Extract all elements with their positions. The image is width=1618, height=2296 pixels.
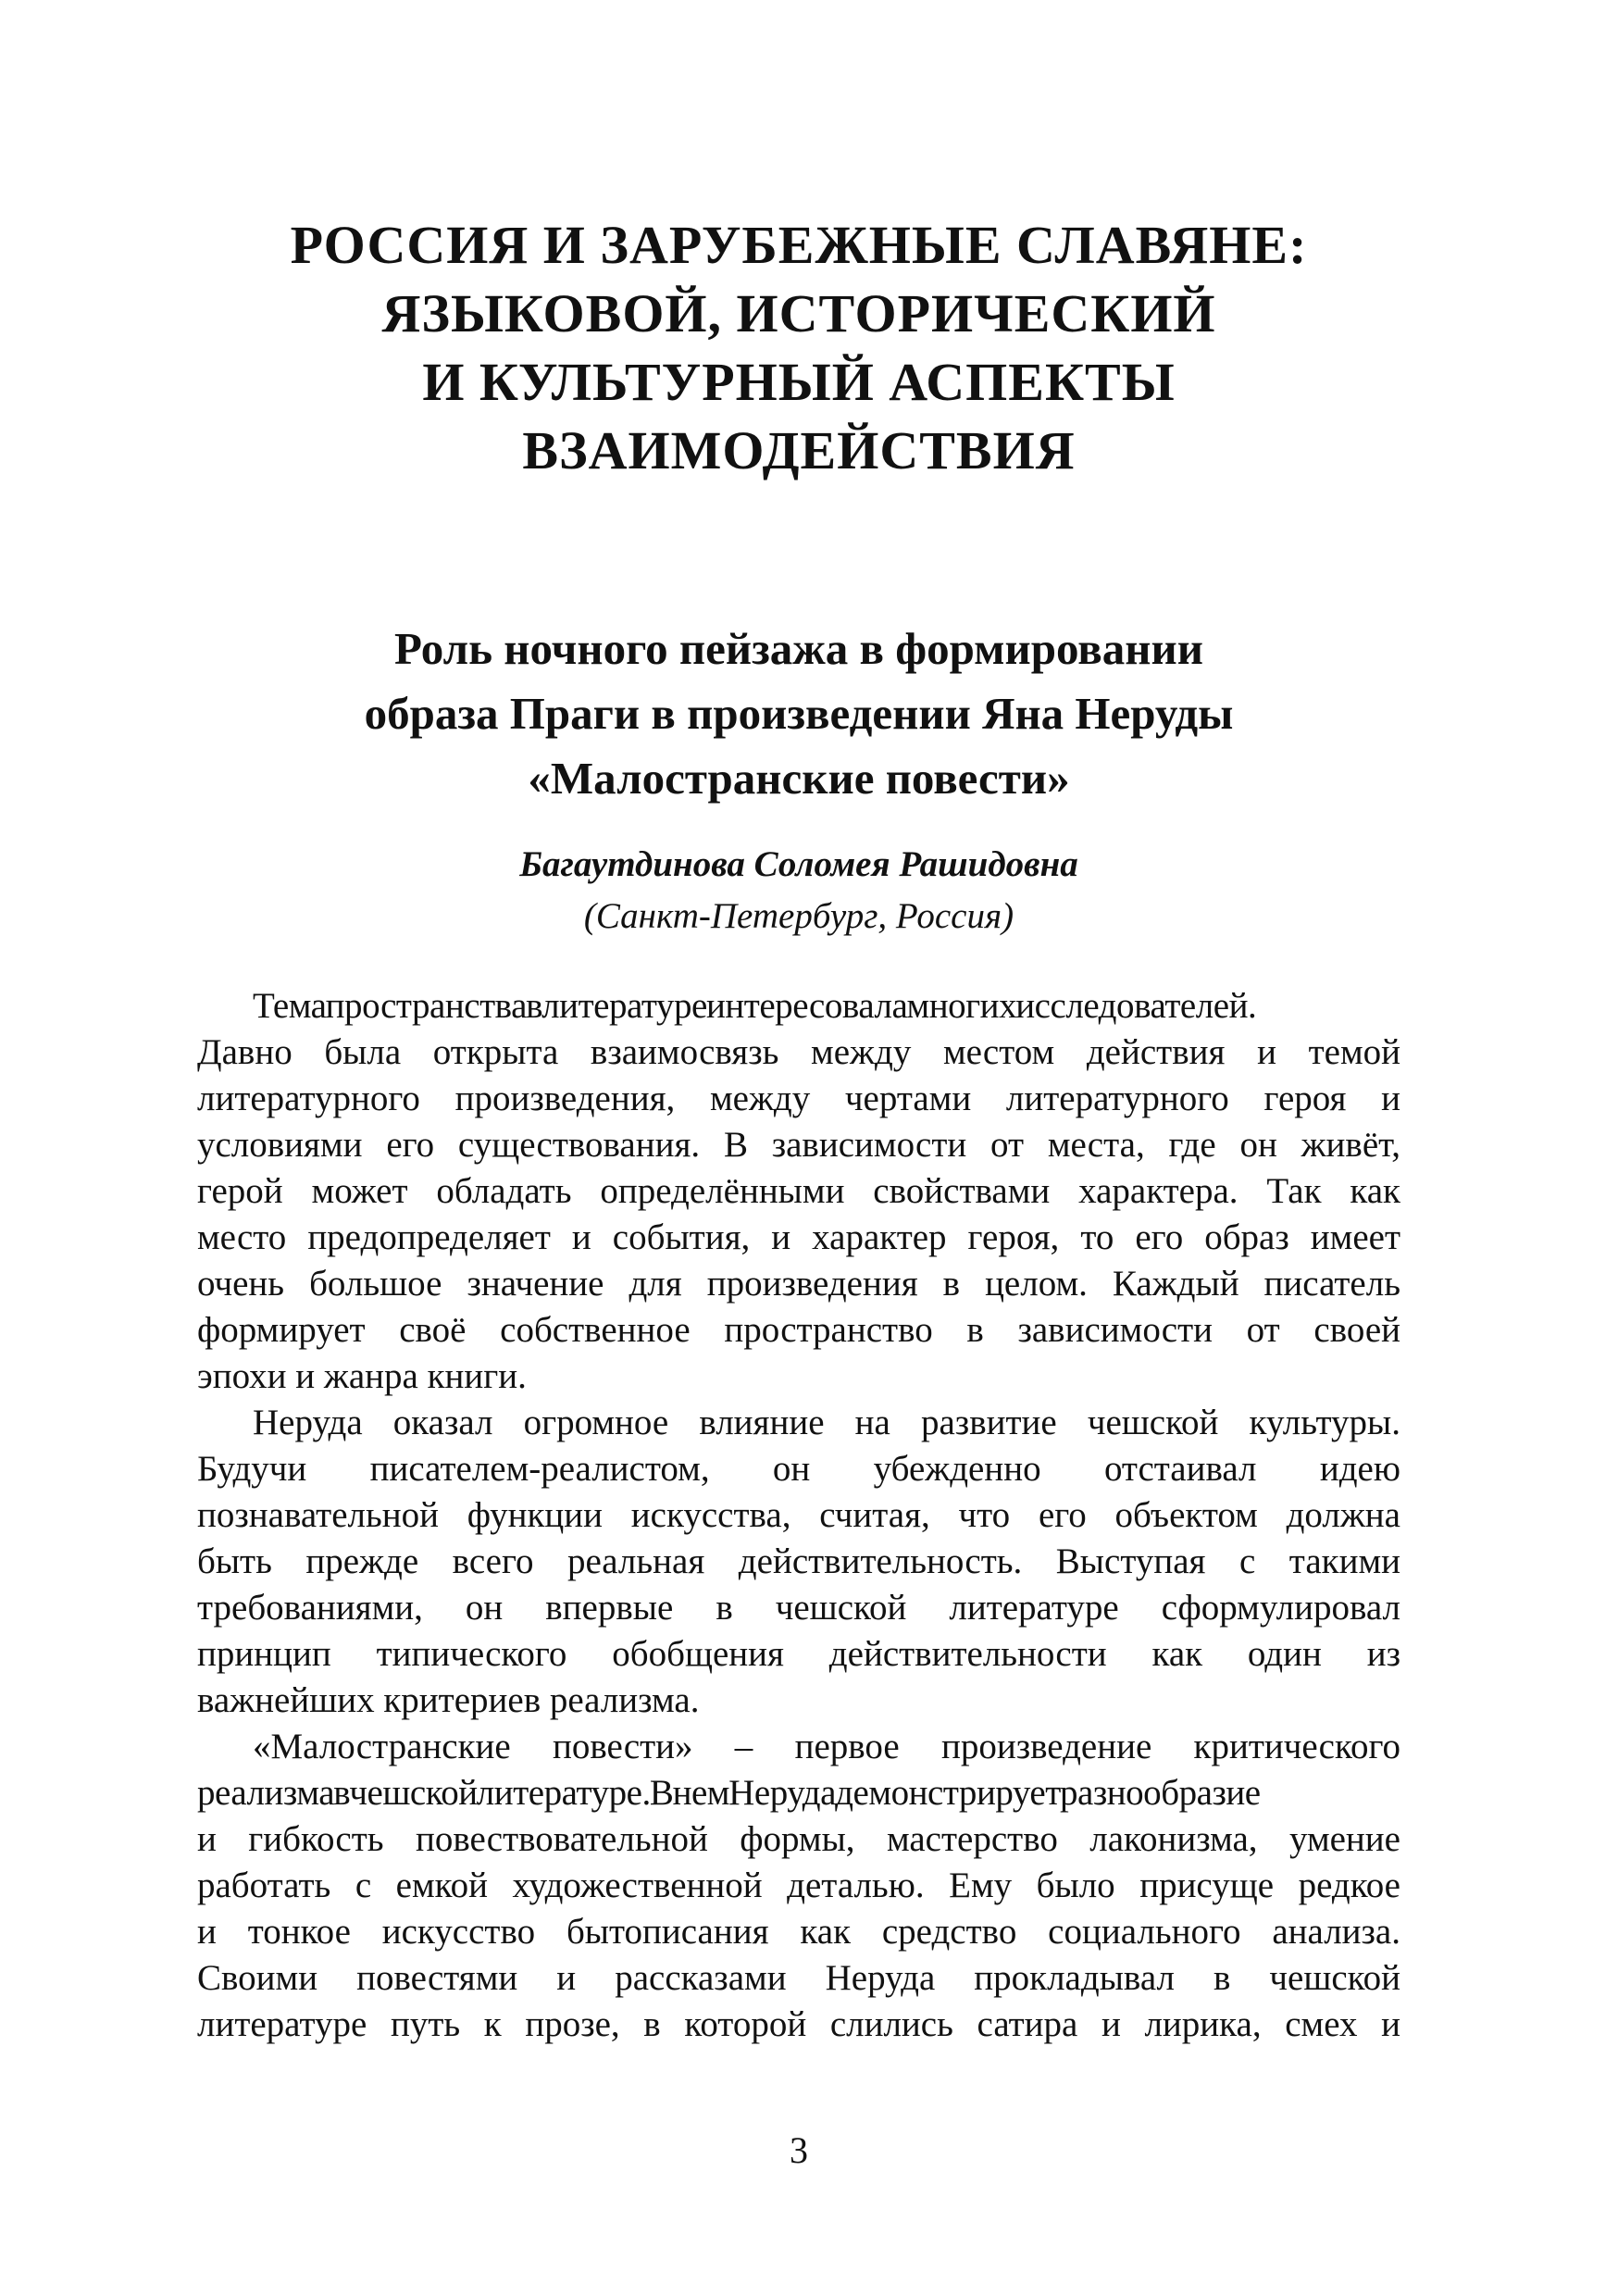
text-line: реализма в чешской литературе. В нем Неруда демонстрирует разнообразие	[197, 1773, 1261, 1813]
text-line: формирует своё собственное пространство в зависимости от своей	[197, 1310, 1400, 1350]
text-line: и тонкое искусство бытописания как средство социального анализа.	[197, 1912, 1400, 1952]
text-line: Давно была открыта взаимосвязь между местом действия и темой	[197, 1032, 1400, 1072]
conference-title-line: И КУЛЬТУРНЫЙ АСПЕКТЫ	[422, 352, 1176, 412]
text-line: важнейших критериев реализма.	[197, 1680, 700, 1720]
author-location: (Санкт-Петербург, Россия)	[583, 896, 1014, 936]
article-title-line: «Малостранские повести»	[528, 753, 1070, 804]
text-line: герой может обладать определёнными свойствами характера. Так как	[197, 1171, 1400, 1211]
article-title-line: Роль ночного пейзажа в формировании	[394, 623, 1203, 674]
paragraph	[197, 1400, 1400, 1724]
page-number: 3	[790, 2129, 808, 2171]
author-name: Багаутдинова Соломея Рашидовна	[519, 844, 1078, 884]
paragraph	[197, 1724, 1400, 2048]
conference-title-line: РОССИЯ И ЗАРУБЕЖНЫЕ СЛАВЯНЕ:	[290, 215, 1308, 275]
text-line: Будучи писателем-реалистом, он убежденно отстаивал идею	[197, 1449, 1400, 1489]
paragraph	[197, 983, 1400, 1400]
text-line: очень большое значение для произведения в целом. Каждый писатель	[197, 1264, 1400, 1304]
text-line: Своими повестями и рассказами Неруда прокладывал в чешской	[197, 1958, 1400, 1998]
article-title	[197, 617, 1400, 811]
text-line: литературе путь к прозе, в которой слились сатира и лирика, смех и	[197, 2004, 1400, 2044]
text-line: условиями его существования. В зависимости от места, где он живёт,	[197, 1125, 1400, 1165]
text-line: быть прежде всего реальная действительность. Выступая с такими	[197, 1541, 1400, 1581]
text-line: требованиями, он впервые в чешской литературе сформулировал	[197, 1588, 1400, 1628]
text-line: Неруда оказал огромное влияние на развитие чешской культуры.	[253, 1403, 1400, 1442]
byline	[197, 839, 1400, 942]
text-line: принцип типического обобщения действительности как один из	[197, 1634, 1400, 1674]
text-line: познавательной функции искусства, считая, что его объектом должна	[197, 1495, 1400, 1535]
article-title-line: образа Праги в произведении Яна Неруды	[364, 688, 1234, 739]
article-body	[197, 983, 1400, 2048]
conference-title	[197, 211, 1400, 485]
text-line: Тема пространства в литературе интересовала многих исследователей.	[253, 986, 1257, 1026]
conference-title-line: ВЗАИМОДЕЙСТВИЯ	[522, 420, 1076, 480]
text-line: и гибкость повествовательной формы, мастерство лаконизма, умение	[197, 1819, 1400, 1859]
text-line: «Малостранские повести» – первое произведение критического	[253, 1727, 1400, 1766]
text-line: работать с емкой художественной деталью. Ему было присуще редкое	[197, 1866, 1400, 1905]
conference-title-line: ЯЗЫКОВОЙ, ИСТОРИЧЕСКИЙ	[381, 283, 1216, 343]
text-line: место предопределяет и события, и характер героя, то его образ имеет	[197, 1217, 1400, 1257]
text-line: эпохи и жанра книги.	[197, 1356, 527, 1396]
text-line: литературного произведения, между чертами литературного героя и	[197, 1079, 1400, 1118]
